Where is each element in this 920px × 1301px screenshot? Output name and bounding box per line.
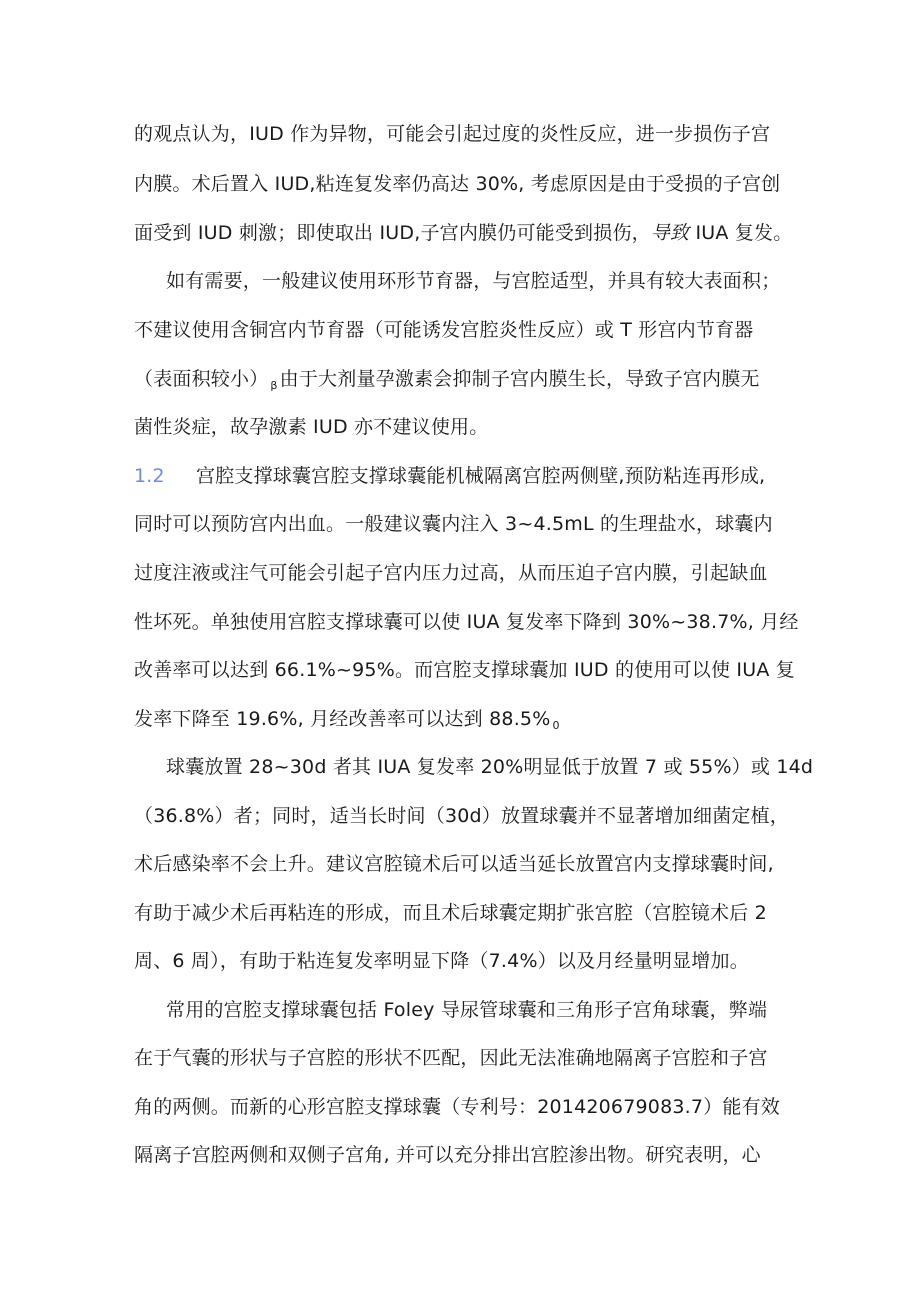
para1-line-3-text-a: 面受到 IUD 刺激；即使取出 IUD,子宫内膜仍可能受到损伤， [134,222,651,244]
para3-line-3: 术后感染率不会上升。建议宫腔镜术后可以适当延长放置宫内支撑球囊时间, [134,853,774,875]
para3-line-4: 有助于减少术后再粘连的形成，而且术后球囊定期扩张宫腔（宫腔镜术后 2 [134,902,767,924]
para4-line-4: 隔离子宫腔两侧和双侧子宫角, 并可以充分排出宫腔渗出物。研究表明，心 [134,1144,761,1166]
section-line-3: 过度注液或注气可能会引起子宫内压力过高，从而压迫子宫内膜，引起缺血 [134,562,768,584]
section-line-6 [134,704,562,734]
section-line-2: 同时可以预防宫内出血。一般建议囊内注入 3~4.5mL 的生理盐水，球囊内 [134,513,773,535]
section-line-4: 性坏死。单独使用宫腔支撑球囊可以使 IUA 复发率下降到 30%~38.7%, 月经 [134,611,799,633]
section-line-5: 改善率可以达到 66.1%~95%。而宫腔支撑球囊加 IUD 的使用可以使 IUA 复 [134,659,795,681]
section-number: 1.2 [134,465,165,487]
para2-line-3-text-b: 由于大剂量孕激素会抑制子宫内膜生长，导致子宫内膜无 [279,368,760,390]
para1-line-3-text-b: IUA 复发。 [689,222,793,244]
para2-subscript-beta: β [270,379,278,392]
para2-line-4: 菌性炎症，故孕激素 IUD 亦不建议使用。 [134,416,489,438]
para1-line-3 [134,218,792,248]
para2-line-1: 如有需要，一般建议使用环形节育器，与宫腔适型，并具有较大表面积； [166,270,781,292]
para1-line-2: 内膜。术后置入 IUD,粘连复发率仍高达 30%, 考虑原因是由于受损的子宫创 [134,173,781,195]
section-line-6-text: 发率下降至 19.6%, 月经改善率可以达到 88.5% [134,708,551,730]
para3-line-5: 周、6 周），有助于粘连复发率明显下降（7.4%）以及月经量明显增加。 [134,950,749,972]
para1-line-1: 的观点认为，IUD 作为异物，可能会引起过度的炎性反应，进一步损伤子宫 [134,123,771,145]
para1-emphasis: 导致 [650,222,690,244]
para3-line-1: 球囊放置 28~30d 者其 IUA 复发率 20%明显低于放置 7 或 55%）或 14d [166,756,814,778]
para4-line-3: 角的两侧。而新的心形宫腔支撑球囊（专利号：201420679083.7）能有效 [134,1096,780,1118]
section-heading-line [134,461,765,491]
para3-line-2: （36.8%）者；同时，适当长时间（30d）放置球囊并不显著增加细菌定植， [134,805,789,827]
para4-line-1: 常用的宫腔支撑球囊包括 Foley 导尿管球囊和三角形子宫角球囊，弊端 [166,999,768,1021]
para4-line-2: 在于气囊的形状与子宫腔的形状不匹配，因此无法准确地隔离子宫腔和子宫 [134,1047,768,1069]
para2-line-2: 不建议使用含铜宫内节育器（可能诱发宫腔炎性反应）或 T 形宫内节育器 [134,319,754,341]
para2-line-3 [134,364,760,394]
section-subscript-zero: 0 [552,719,560,732]
section-line-1-text: 宫腔支撑球囊宫腔支撑球囊能机械隔离宫腔两侧壁,预防粘连再形成, [196,465,766,487]
para2-line-3-text-a: （表面积较小） [134,368,269,390]
